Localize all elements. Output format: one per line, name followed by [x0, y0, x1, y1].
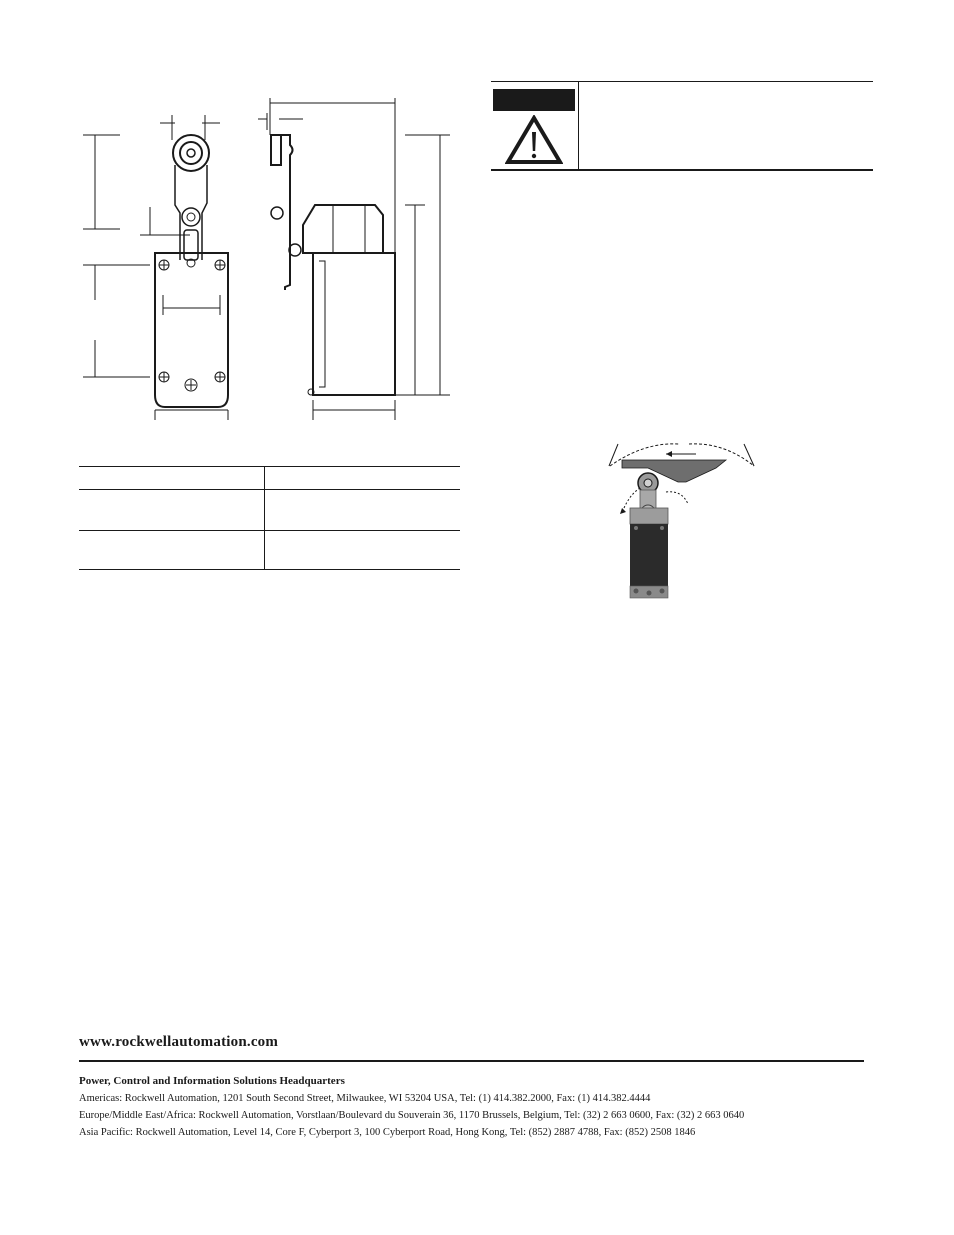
table-rule-top — [79, 466, 460, 467]
table-column-divider — [264, 466, 265, 570]
headquarters-heading: Power, Control and Information Solutions Headquarters — [79, 1075, 345, 1087]
side-view-drawing — [255, 95, 450, 425]
table-rule-header — [79, 489, 460, 490]
table-rule-row — [79, 530, 460, 531]
actuator-operation-illustration — [604, 438, 764, 600]
website-url[interactable]: www.rockwellautomation.com — [79, 1034, 279, 1050]
notice-label-bar — [493, 89, 575, 111]
table-rule-bottom — [79, 569, 460, 570]
front-view-drawing — [80, 95, 255, 425]
notice-rule-bottom — [491, 169, 873, 171]
address-asia-pacific: Asia Pacific: Rockwell Automation, Level 14, Core F, Cyberport 3, 100 Cyberport Road, Hong Kong, Tel: (852) 2887 4788, Fax: (852) 2508 1846 — [79, 1127, 696, 1138]
address-americas: Americas: Rockwell Automation, 1201 South Second Street, Milwaukee, WI 53204 USA, Tel: (1) 414.382.2000, Fax: (1) 414.382.4444 — [79, 1093, 651, 1104]
address-europe: Europe/Middle East/Africa: Rockwell Automation, Vorstlaan/Boulevard du Souverain 36, 1170 Brussels, Belgium, Tel: (32) 2 663 0600, Fax: (32) 2 663 0640 — [79, 1110, 745, 1121]
warning-triangle-icon — [505, 115, 563, 165]
notice-rule-top — [491, 81, 873, 82]
notice-divider — [578, 81, 579, 170]
footer-divider — [79, 1060, 864, 1062]
